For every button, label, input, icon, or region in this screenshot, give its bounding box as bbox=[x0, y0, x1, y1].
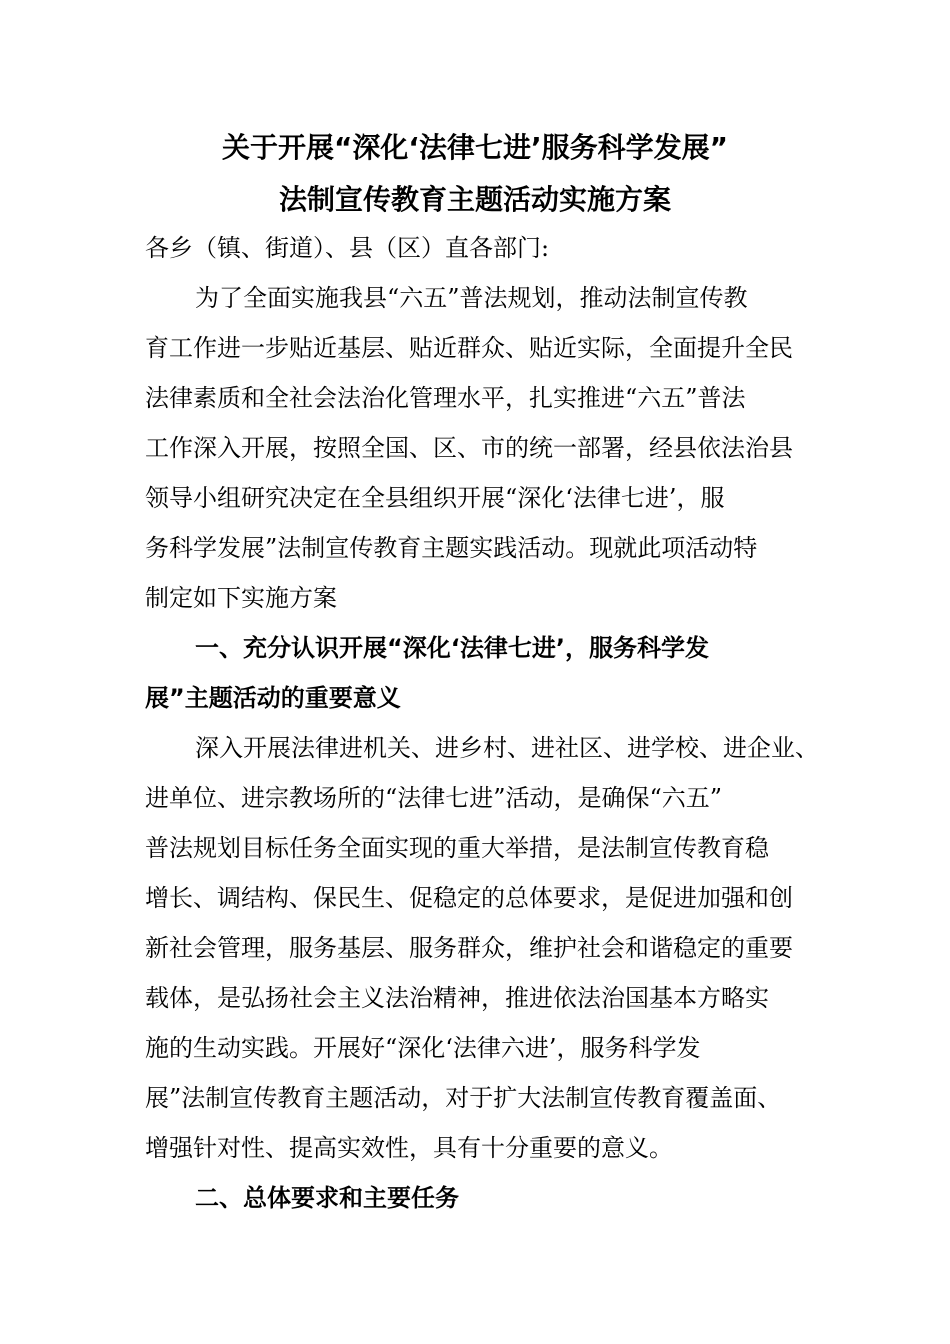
section-1-line: 施的生动实践。开展好“深化‘法律六进’，服务科学发 bbox=[145, 1034, 701, 1062]
section-1-line: 普法规划目标任务全面实现的重大举措，是法制宣传教育稳 bbox=[145, 834, 769, 862]
section-1-line: 新社会管理，服务基层、服务群众，维护社会和谐稳定的重要 bbox=[145, 934, 793, 962]
intro-line: 务科学发展”法制宣传教育主题实践活动。现就此项活动特 bbox=[145, 534, 758, 562]
intro-line: 为了全面实施我县“六五”普法规划，推动法制宣传教 bbox=[195, 284, 748, 312]
section-1-heading: 一、充分认识开展“深化‘法律七进’，服务科学发 bbox=[195, 634, 710, 662]
section-1-line: 载体，是弘扬社会主义法治精神，推进依法治国基本方略实 bbox=[145, 984, 769, 1012]
section-1-line: 增长、调结构、保民生、促稳定的总体要求，是促进加强和创 bbox=[145, 884, 793, 912]
section-1-line: 展”法制宣传教育主题活动，对于扩大法制宣传教育覆盖面、 bbox=[145, 1084, 782, 1112]
document-title-line-1: 关于开展“深化‘法律七进’服务科学发展” bbox=[221, 131, 729, 164]
intro-line: 育工作进一步贴近基层、贴近群众、贴近实际，全面提升全民 bbox=[145, 334, 793, 362]
intro-line: 制定如下实施方案 bbox=[145, 584, 337, 612]
salutation: 各乡（镇、街道）、县（区）直各部门: bbox=[145, 234, 550, 262]
section-1-heading: 展”主题活动的重要意义 bbox=[145, 684, 401, 712]
intro-line: 法律素质和全社会法治化管理水平，扎实推进“六五”普法 bbox=[145, 384, 746, 412]
section-1-line: 深入开展法律进机关、进乡村、进社区、进学校、进企业、 bbox=[195, 734, 819, 762]
section-1-line: 进单位、进宗教场所的“法律七进”活动，是确保“六五” bbox=[145, 784, 723, 812]
intro-line: 领导小组研究决定在全县组织开展“深化‘法律七进’，服 bbox=[145, 484, 725, 512]
section-1-line: 增强针对性、提高实效性，具有十分重要的意义。 bbox=[145, 1134, 673, 1162]
intro-line: 工作深入开展，按照全国、区、市的统一部署，经县依法治县 bbox=[145, 434, 793, 462]
section-2-heading: 二、总体要求和主要任务 bbox=[195, 1184, 459, 1212]
document-title-line-2: 法制宣传教育主题活动实施方案 bbox=[278, 183, 671, 216]
